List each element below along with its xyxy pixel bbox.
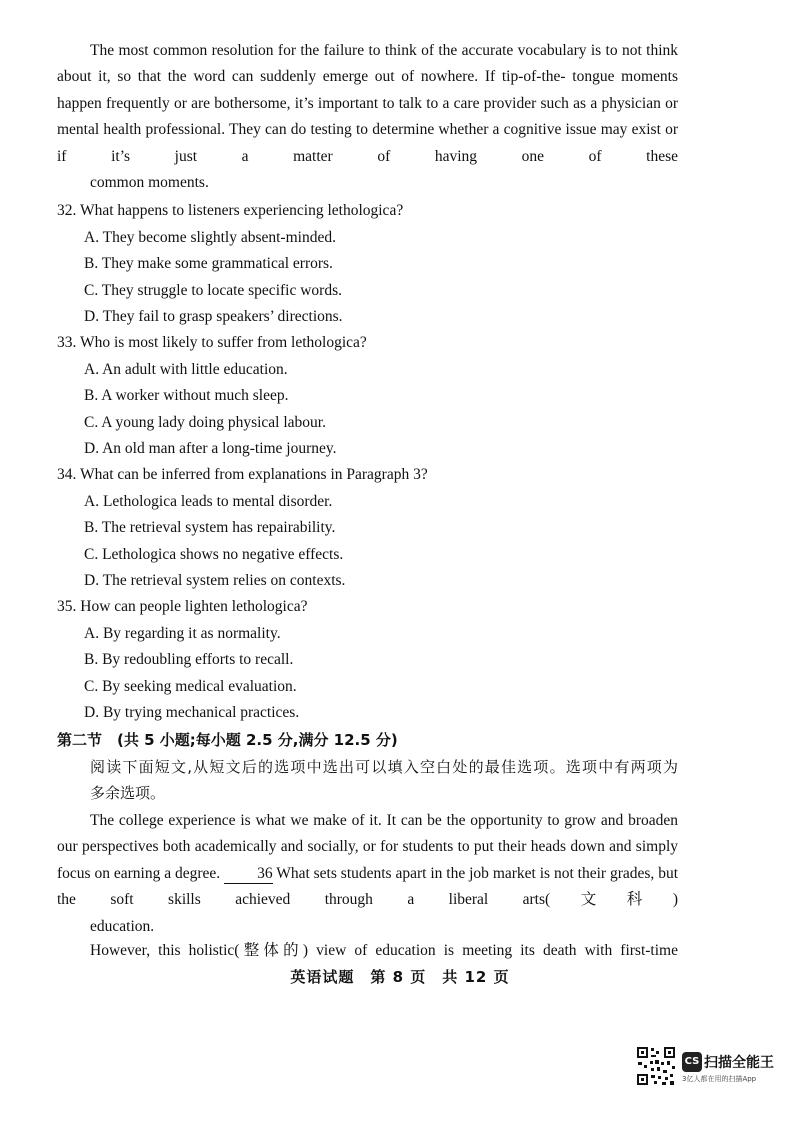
cloze-paragraph-1 [57,808,678,940]
question-32-option-a[interactable]: A. They become slightly absent-minded. [84,229,336,246]
question-34-option-d[interactable]: D. The retrieval system relies on contexts. [84,572,346,589]
question-32-option-c[interactable]: C. They struggle to locate specific words. [84,282,342,299]
question-33-option-a[interactable]: A. An adult with little education. [84,361,288,378]
passage-line: The college experience is what we make of it. It can be the opportunity to grow and [90,812,624,829]
scanner-watermark [682,1052,792,1084]
watermark-name: 扫描全能王 [704,1055,774,1071]
passage-paragraph [57,38,678,196]
passage-line: determine whether a cognitive issue may exist or if it’s just a matter of having one of these [57,121,678,165]
blank-36[interactable]: 36 [224,865,273,884]
camscanner-logo-icon: CS [682,1052,702,1072]
passage-line: down and simply focus on earning a degree. 36 What sets students apart in the job [57,838,679,882]
qr-code-icon [636,1046,676,1086]
question-34-option-b[interactable]: B. The retrieval system has repairability. [84,519,336,536]
question-35-option-d[interactable]: D. By trying mechanical practices. [84,704,300,721]
cloze-paragraph-2 [57,938,678,964]
question-35-stem: 35. How can people lighten lethologica? [57,598,308,615]
passage-line: education. [90,917,155,935]
question-33-option-d[interactable]: D. An old man after a long-time journey. [84,440,337,457]
question-35-option-c[interactable]: C. By seeking medical evaluation. [84,678,297,695]
question-35-option-b[interactable]: B. By redoubling efforts to recall. [84,651,294,668]
passage-line: provider such as a physician or mental health professional. They can do testing to [57,94,679,139]
question-32-option-d[interactable]: D. They fail to grasp speakers’ directions. [84,308,343,325]
question-34-stem: 34. What can be inferred from explanations in Paragraph 3? [57,466,428,483]
passage-line: market is not their grades, but the soft skills achieved through a liberal arts(文科) [57,864,678,909]
section-2-title: 第二节 (共 5 小题;每小题 2.5 分,满分 12.5 分) [57,731,398,749]
passage-line: common moments. [90,174,209,192]
question-34-option-a[interactable]: A. Lethologica leads to mental disorder. [84,493,333,510]
question-33-stem: 33. Who is most likely to suffer from lethologica? [57,334,367,351]
page-footer: 英语试题 第 8 页 共 12 页 [290,968,510,986]
instruction-line: 阅读下面短文,从短文后的选项中选出可以填入空白处的最佳选项。选项中有两项为 [90,758,678,776]
passage-line: not think about it, so that the word can suddenly emerge out of nowhere. If tip-of-the- [57,42,678,86]
question-32-option-b[interactable]: B. They make some grammatical errors. [84,255,333,272]
question-34-option-c[interactable]: C. Lethologica shows no negative effects. [84,546,344,563]
question-32-stem: 32. What happens to listeners experiencing lethologica? [57,202,404,219]
watermark-tagline: 3亿人都在用的扫描App [682,1075,757,1083]
section-2-instruction [57,754,678,807]
passage-line: broaden our perspectives both academically and socially, or for students to put their heads [57,812,679,856]
question-33-option-b[interactable]: B. A worker without much sleep. [84,387,289,404]
question-33-option-c[interactable]: C. A young lady doing physical labour. [84,414,326,431]
instruction-line: 多余选项。 [90,784,166,803]
passage-line: tongue moments happen frequently or are bothersome, it’s important to talk to a care [57,68,678,112]
passage-line: However, this holistic(整体的) view of education is meeting its death with first-time [90,942,678,959]
passage-line: The most common resolution for the failure to think of the accurate vocabulary is to [90,42,618,59]
question-35-option-a[interactable]: A. By regarding it as normality. [84,625,281,642]
